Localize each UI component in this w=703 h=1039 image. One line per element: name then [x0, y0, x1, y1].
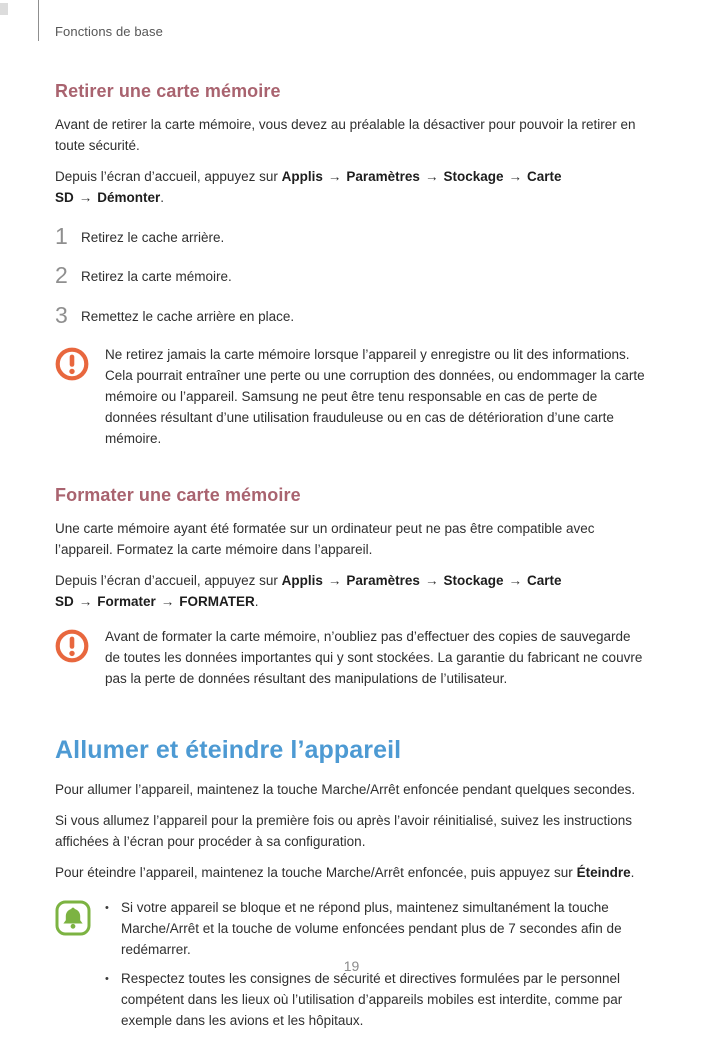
arrow-icon: → [160, 594, 175, 610]
arrow-icon: → [508, 169, 522, 185]
paragraph-power-on: Pour allumer l’appareil, maintenez la touche Marche/Arrêt enfoncée pendant quelques secondes. [55, 781, 636, 797]
path-step-carte-sd: Carte SD [55, 573, 562, 610]
warning-callout-format [55, 626, 648, 689]
note-text: Respectez toutes les consignes de sécurité et directives formulées par le personnel compétent dans les lieux où l’utilisation d’appareils mobiles est interdite, comme par exemple dans les avions et les hôpitaux. [121, 970, 623, 1028]
path-prefix: Depuis l’écran d’accueil, appuyez sur [55, 169, 282, 185]
path-step-applis: Applis [281, 573, 323, 589]
warning-text: Ne retirez jamais la carte mémoire lorsque l’appareil y enregistre ou lit des informations. Cela pourrait entraîner une perte ou une corruption des données, ou endommager la carte mémoire ou l’appareil. Samsung ne peut être tenu responsable en cas de perte de données résultant d’une utilisation frauduleuse ou en cas de détérioration d’une carte mémoire. [105, 346, 645, 447]
path-step-formater-confirm: FORMATER [179, 594, 255, 610]
path-prefix: Depuis l’écran d’accueil, appuyez sur [55, 573, 282, 589]
power-off-suffix: . [630, 864, 635, 880]
arrow-icon: → [424, 573, 439, 589]
note-text: Si votre appareil se bloque et ne répond plus, maintenez simultanément la touche Marche/Arrêt et la touche de volume enfoncées pendant plus de 7 secondes afin de redémarrer. [121, 899, 622, 957]
paragraph-remove-path [55, 166, 648, 208]
paragraph-power-off [55, 862, 648, 883]
warning-icon [55, 344, 105, 386]
paragraph-format-path [55, 570, 648, 612]
page-number: 19 [343, 958, 360, 974]
section-title-remove-card: Retirer une carte mémoire [55, 81, 281, 101]
paragraph-first-boot: Si vous allumez l’appareil pour la première fois ou après l’avoir réinitialisé, suivez les instructions affichées à l’écran pour procéder à sa configuration. [55, 812, 633, 849]
bell-notification-icon [55, 897, 105, 941]
step-item-2 [55, 262, 648, 289]
path-suffix: . [160, 190, 165, 206]
arrow-icon: → [327, 573, 342, 589]
path-step-carte-sd: Carte SD [55, 169, 562, 206]
step-item-1 [55, 223, 648, 250]
running-header: Fonctions de base [55, 24, 163, 39]
step-text: Remettez le cache arrière en place. [81, 308, 295, 324]
path-step-stockage: Stockage [443, 169, 504, 185]
header-divider-line [38, 0, 39, 41]
arrow-icon: → [508, 573, 522, 589]
chapter-title-power: Allumer et éteindre l’appareil [55, 735, 402, 764]
note-item [105, 968, 648, 1031]
section-title-format-card: Formater une carte mémoire [55, 485, 301, 506]
bullet-icon: • [105, 972, 109, 985]
page-edge-mark [0, 3, 8, 15]
step-item-3 [55, 301, 648, 328]
note-item [105, 897, 648, 960]
step-number: 1 [55, 223, 68, 250]
arrow-icon: → [78, 190, 93, 206]
warning-icon [55, 626, 105, 668]
path-step-formater: Formater [97, 594, 156, 610]
arrow-icon: → [327, 169, 342, 185]
path-suffix: . [254, 594, 259, 610]
path-step-stockage: Stockage [443, 573, 504, 589]
step-text: Retirez le cache arrière. [81, 230, 225, 246]
numbered-steps [55, 223, 648, 328]
path-step-demonter: Démonter [97, 190, 161, 206]
paragraph-remove-intro: Avant de retirer la carte mémoire, vous devez au préalable la désactiver pour pouvoir la retirer en toute sécurité. [55, 117, 636, 154]
step-text: Retirez la carte mémoire. [81, 269, 232, 285]
paragraph-format-intro: Une carte mémoire ayant été formatée sur un ordinateur peut ne pas être compatible avec l’appareil. Formatez la carte mémoire dans l’appareil. [55, 521, 595, 558]
warning-text: Avant de formater la carte mémoire, n’oubliez pas d’effectuer des copies de sauvegarde de toutes les données importantes qui y sont stockées. La garantie du fabricant ne couvre pas la perte de données résultant des manipulations de l’utilisateur. [105, 629, 643, 687]
power-off-bold: Éteindre [576, 864, 631, 880]
power-off-prefix: Pour éteindre l’appareil, maintenez la touche Marche/Arrêt enfoncée, puis appuyez sur [55, 864, 577, 880]
arrow-icon: → [78, 594, 93, 610]
path-step-applis: Applis [281, 169, 323, 185]
warning-callout-remove [55, 344, 648, 449]
path-step-parametres: Paramètres [346, 169, 420, 185]
path-step-parametres: Paramètres [346, 573, 420, 589]
step-number: 2 [55, 262, 68, 289]
bullet-icon: • [105, 901, 109, 914]
arrow-icon: → [424, 169, 439, 185]
step-number: 3 [55, 301, 68, 328]
